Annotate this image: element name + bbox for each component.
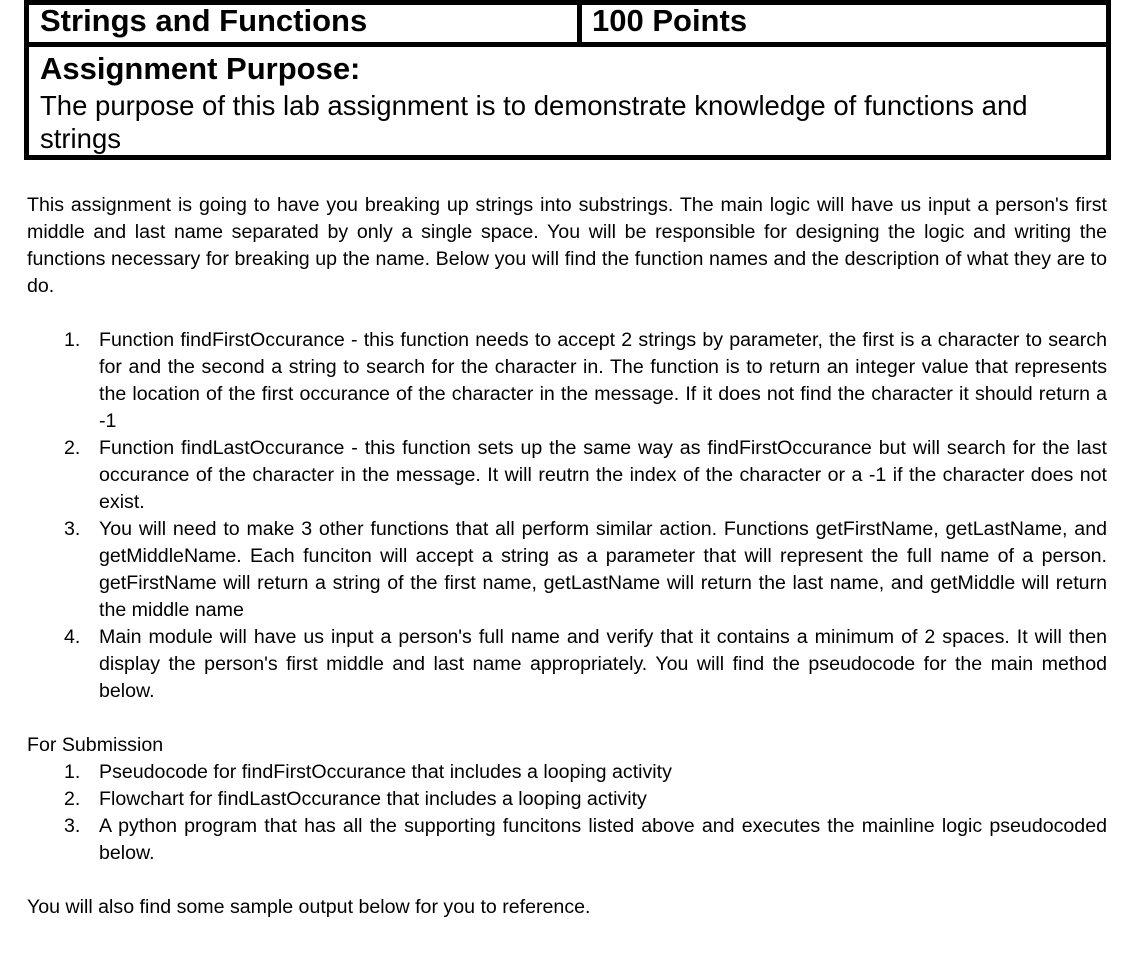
purpose-title: Assignment Purpose:: [40, 51, 361, 86]
list-item: [27, 813, 1107, 867]
assignment-points: 100 Points: [592, 3, 748, 38]
list-item-text: A python program that has all the supporting funcitons listed above and executes the mainline logic pseudocoded below.: [99, 815, 1107, 864]
submission-heading: For Submission: [27, 734, 164, 756]
closing-paragraph: You will also find some sample output below for you to reference.: [27, 896, 591, 918]
assignment-body: [27, 192, 1107, 921]
list-item-text: Function findFirstOccurance - this function needs to accept 2 strings by parameter, the first is a character to search for and the second a string to search for the character in. The function is to return an integer value that represents the location of the first occurance of the character in the message. If it does not find the character it should return a -1: [99, 329, 1107, 432]
list-item: [27, 624, 1107, 705]
header-row: [29, 5, 1106, 47]
list-item-text: Main module will have us input a person's full name and verify that it contains a minimum of 2 spaces. It will then display the person's first middle and last name appropriately. You will find the pseudocode for the main method below.: [99, 626, 1107, 702]
list-item: [27, 516, 1107, 624]
list-item-number: 1.: [64, 329, 81, 351]
assignment-header-table: [24, 0, 1111, 160]
list-item-number: 2.: [64, 437, 81, 459]
list-item: [27, 435, 1107, 516]
list-item-text: You will need to make 3 other functions that all perform similar action. Functions getFirstName, getLastName, and getMiddleName. Each funciton will accept a string as a parameter that will represent the full name of a person. getFirstName will return a string of the first name, getLastName will return the last name, and getMiddle will return the middle name: [99, 518, 1107, 621]
intro-paragraph: This assignment is going to have you breaking up strings into substrings. The main logic will have us input a person's first middle and last name separated by only a single space. You will be responsible for designing the logic and writing the functions necessary for breaking up the name. Below you will find the function names and the description of what they are to do.: [27, 194, 1107, 297]
list-item: [27, 759, 1107, 786]
list-item-number: 3.: [64, 815, 81, 837]
submission-list: [27, 759, 1107, 867]
list-item-text: Flowchart for findLastOccurance that includes a looping activity: [99, 788, 647, 810]
list-item-number: 2.: [64, 788, 81, 810]
list-item-number: 4.: [64, 626, 81, 648]
list-item: [27, 327, 1107, 435]
list-item-number: 1.: [64, 761, 81, 783]
list-item-text: Pseudocode for findFirstOccurance that includes a looping activity: [99, 761, 672, 783]
list-item: [27, 786, 1107, 813]
function-list: [27, 327, 1107, 705]
list-item-number: 3.: [64, 518, 81, 540]
assignment-title: Strings and Functions: [29, 0, 582, 42]
purpose-block: [29, 47, 1106, 155]
list-item-text: Function findLastOccurance - this function sets up the same way as findFirstOccurance but will search for the last occurance of the character in the message. It will reutrn the index of the character or a -1 if the character does not exist.: [99, 437, 1107, 513]
purpose-text: The purpose of this lab assignment is to demonstrate knowledge of functions and strings: [40, 90, 1028, 154]
